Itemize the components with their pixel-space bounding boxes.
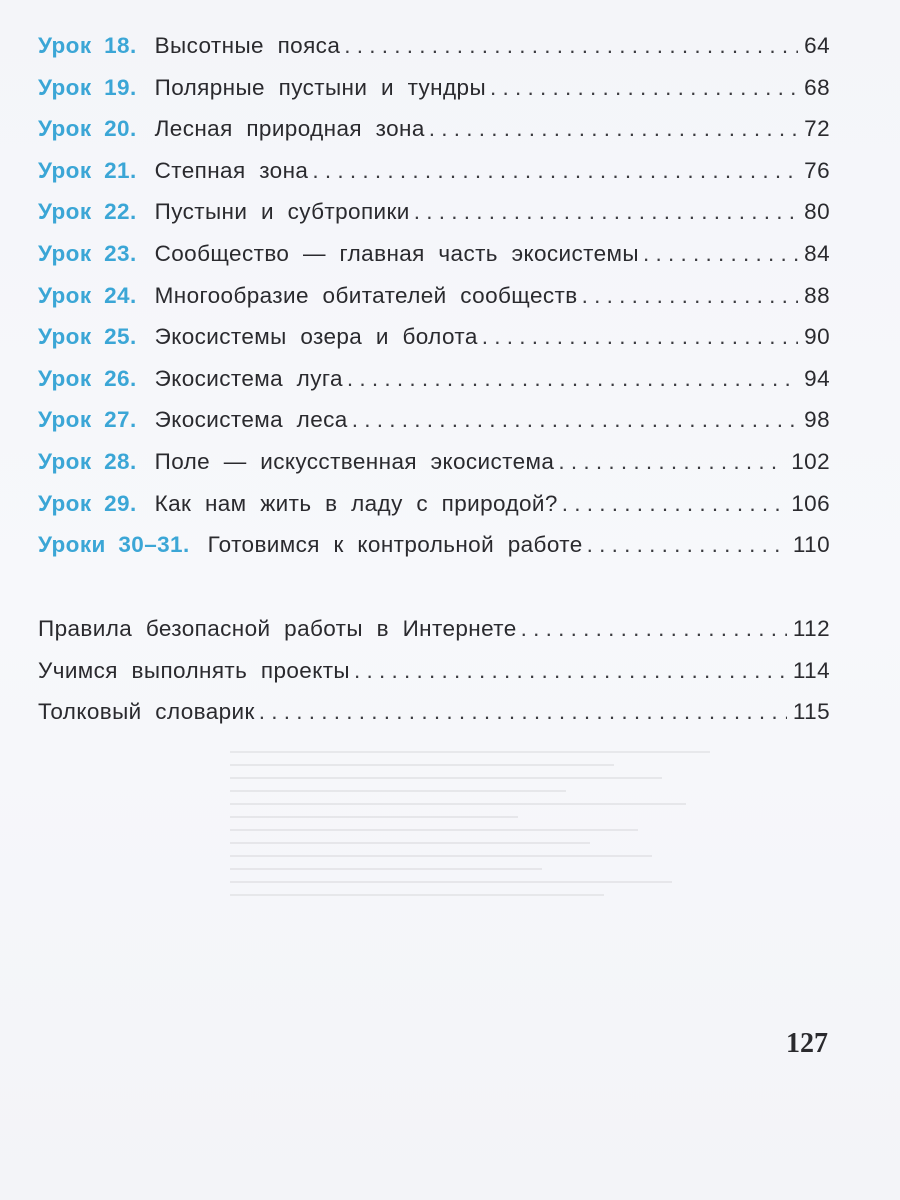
dot-leader bbox=[558, 449, 785, 475]
toc-entry-lesson-29[interactable] bbox=[38, 491, 830, 533]
lesson-number: Урок 19. bbox=[38, 74, 137, 100]
dot-leader bbox=[312, 158, 798, 184]
lesson-title: Как нам жить в ладу с природой? bbox=[154, 490, 558, 516]
page-ref: 94 bbox=[804, 365, 830, 391]
dot-leader bbox=[643, 241, 798, 267]
lesson-title: Полярные пустыни и тундры bbox=[154, 74, 487, 100]
toc-entry-lesson-25[interactable] bbox=[38, 324, 830, 366]
lesson-title: Поле — искусственная экосистема bbox=[154, 448, 555, 474]
dot-leader bbox=[414, 199, 798, 225]
page-ref: 64 bbox=[804, 33, 830, 58]
lesson-number: Урок 20. bbox=[38, 116, 137, 142]
lesson-number: Урок 23. bbox=[38, 240, 137, 266]
lesson-number: Урок 27. bbox=[38, 407, 137, 433]
section-title: Толковый словарик bbox=[38, 699, 255, 725]
lesson-title: Сообщество — главная часть экосистемы bbox=[154, 240, 639, 266]
dot-leader bbox=[587, 532, 787, 558]
toc-entry-lesson-28[interactable] bbox=[38, 449, 830, 491]
page-ref: 84 bbox=[804, 240, 830, 266]
toc-entry-lesson-27[interactable] bbox=[38, 407, 830, 449]
section-title: Учимся выполнять проекты bbox=[38, 657, 350, 683]
lesson-title: Лесная природная зона bbox=[154, 116, 425, 142]
dot-leader bbox=[354, 658, 787, 684]
toc-entry-lesson-26[interactable] bbox=[38, 366, 830, 408]
lesson-title: Готовимся к контрольной работе bbox=[207, 532, 583, 558]
toc-entry-lesson-24[interactable] bbox=[38, 283, 830, 325]
lesson-number: Урок 25. bbox=[38, 324, 137, 350]
lesson-title: Экосистемы озера и болота bbox=[154, 324, 478, 350]
toc-entry-glossary[interactable] bbox=[38, 699, 830, 741]
page-ref: 90 bbox=[804, 324, 830, 350]
toc-entry-lesson-20[interactable] bbox=[38, 116, 830, 158]
dot-leader bbox=[259, 699, 787, 725]
page-ref: 114 bbox=[792, 657, 830, 683]
toc-entry-internet-safety[interactable] bbox=[38, 616, 830, 658]
dot-leader bbox=[482, 324, 798, 350]
lesson-number: Урок 21. bbox=[38, 157, 137, 183]
lesson-number: Урок 26. bbox=[38, 365, 137, 391]
page-ref: 68 bbox=[804, 74, 830, 100]
section-title: Правила безопасной работы в Интернете bbox=[38, 616, 517, 641]
lesson-title: Экосистема леса bbox=[154, 407, 348, 433]
page-ref: 72 bbox=[804, 116, 830, 142]
lesson-number: Урок 24. bbox=[38, 282, 137, 308]
page-ref: 80 bbox=[804, 199, 830, 225]
table-of-contents bbox=[38, 33, 830, 574]
page-ref: 110 bbox=[792, 532, 830, 558]
page-ref: 88 bbox=[804, 282, 830, 308]
page-ref: 115 bbox=[792, 699, 830, 725]
page-ref: 106 bbox=[791, 490, 830, 516]
dot-leader bbox=[344, 33, 798, 59]
dot-leader bbox=[352, 407, 798, 433]
lesson-title: Высотные пояса bbox=[154, 33, 341, 58]
lesson-number: Урок 18. bbox=[38, 33, 137, 58]
toc-entry-projects[interactable] bbox=[38, 658, 830, 700]
toc-entry-lessons-30-31[interactable] bbox=[38, 532, 830, 574]
dot-leader bbox=[347, 366, 798, 392]
show-through-text bbox=[230, 740, 710, 1000]
lesson-number: Урок 29. bbox=[38, 490, 137, 516]
lesson-title: Пустыни и субтропики bbox=[154, 199, 410, 225]
dot-leader bbox=[490, 75, 798, 101]
dot-leader bbox=[582, 283, 799, 309]
page-ref: 98 bbox=[804, 407, 830, 433]
lesson-number: Урок 22. bbox=[38, 199, 137, 225]
dot-leader bbox=[521, 616, 787, 642]
toc-entry-lesson-21[interactable] bbox=[38, 158, 830, 200]
toc-entry-lesson-18[interactable] bbox=[38, 33, 830, 75]
lesson-number: Урок 28. bbox=[38, 448, 137, 474]
lesson-number: Уроки 30–31. bbox=[38, 532, 190, 558]
lesson-title: Экосистема луга bbox=[154, 365, 343, 391]
lesson-title: Многообразие обитателей сообществ bbox=[154, 282, 578, 308]
dot-leader bbox=[562, 491, 785, 517]
lesson-title: Степная зона bbox=[154, 157, 309, 183]
dot-leader bbox=[429, 116, 798, 142]
toc-entry-lesson-22[interactable] bbox=[38, 199, 830, 241]
page-ref: 112 bbox=[792, 616, 830, 641]
appendix-list bbox=[38, 616, 830, 741]
page-ref: 102 bbox=[791, 448, 830, 474]
page-number: 127 bbox=[786, 1028, 828, 1059]
toc-entry-lesson-23[interactable] bbox=[38, 241, 830, 283]
toc-entry-lesson-19[interactable] bbox=[38, 75, 830, 117]
page-ref: 76 bbox=[804, 157, 830, 183]
